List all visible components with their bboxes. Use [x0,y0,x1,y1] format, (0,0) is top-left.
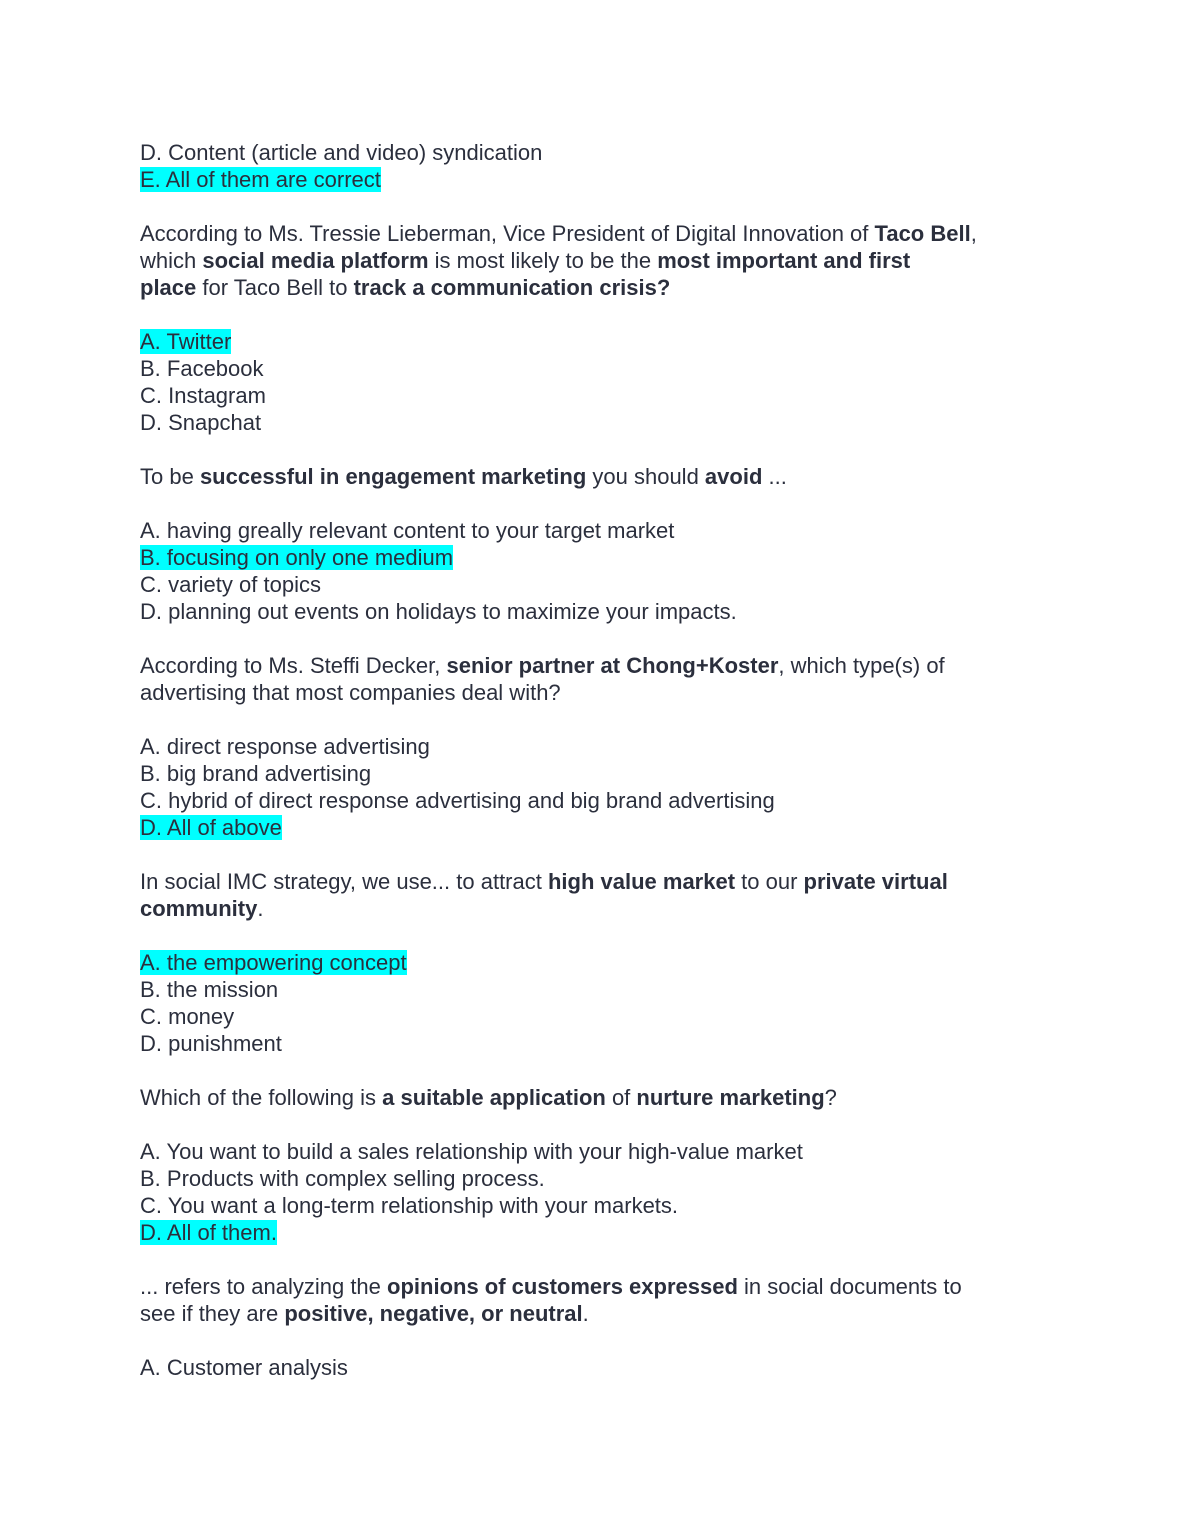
question-text [140,868,1040,922]
answer-option [140,1165,1040,1192]
answer-option-label: B. Products with complex selling process. [140,1166,545,1191]
answer-option [140,571,1040,598]
answer-option-highlighted [140,328,1040,355]
paragraph-gap [140,625,1040,652]
text-segment: To be [140,464,200,489]
answer-option [140,976,1040,1003]
text-segment: ? [824,1085,837,1110]
question-text [140,1084,1040,1111]
paragraph-gap [140,301,1040,328]
text-segment: of [605,1085,637,1110]
answer-option-label: C. hybrid of direct response advertising and big brand advertising [140,788,775,813]
answer-option-label: C. money [140,1004,235,1029]
answer-option-label: A. having greally relevant content to your target market [140,518,675,543]
question-line [140,247,1040,274]
answer-option-label: B. focusing on only one medium [140,545,454,570]
answer-options [140,517,1040,625]
answer-option-highlighted [140,166,1040,193]
question-line [140,895,1040,922]
answer-options [140,139,1040,193]
answer-option-label: A. Twitter [140,329,232,354]
answer-option [140,1003,1040,1030]
bold-phrase: track a communication crisis? [353,275,671,300]
answer-option-label: B. the mission [140,977,279,1002]
answer-options [140,733,1040,841]
answer-option-label: C. Instagram [140,383,266,408]
answer-option-highlighted [140,814,1040,841]
bold-phrase: a suitable application [382,1085,606,1110]
bold-phrase: successful in engagement marketing [199,464,587,489]
paragraph-gap [140,1057,1040,1084]
bold-phrase: community [140,896,258,921]
answer-option-label: A. Customer analysis [140,1355,348,1380]
bold-phrase: high value market [547,869,736,894]
text-segment: , which type(s) of [778,653,945,678]
text-segment: According to Ms. Tressie Lieberman, Vice President of Digital Innovation of [140,221,875,246]
paragraph-gap [140,193,1040,220]
text-segment: which [140,248,203,273]
answer-option [140,355,1040,382]
text-segment: . [582,1301,589,1326]
question-line [140,220,1040,247]
answer-options [140,1138,1040,1246]
answer-options [140,949,1040,1057]
answer-option [140,382,1040,409]
question-text [140,652,1040,706]
text-segment: ... [762,464,787,489]
answer-option [140,760,1040,787]
text-segment: for Taco Bell to [196,275,354,300]
answer-option-label: A. direct response advertising [140,734,430,759]
text-segment: Which of the following is [140,1085,383,1110]
answer-option [140,1192,1040,1219]
text-segment: ... refers to analyzing the [140,1274,388,1299]
question-text [140,1273,1040,1327]
question-line [140,1084,1040,1111]
bold-phrase: most important and first [657,248,911,273]
answer-option-label: A. You want to build a sales relationship with your high-value market [140,1139,803,1164]
question-text [140,220,1040,301]
answer-option-label: B. big brand advertising [140,761,372,786]
answer-option [140,1030,1040,1057]
answer-option [140,139,1040,166]
question-text [140,463,1040,490]
paragraph-gap [140,706,1040,733]
paragraph-gap [140,841,1040,868]
paragraph-gap [140,922,1040,949]
answer-option-label: B. Facebook [140,356,264,381]
answer-option [140,409,1040,436]
paragraph-gap [140,1111,1040,1138]
bold-phrase: social media platform [202,248,429,273]
answer-option-label: D. Snapchat [140,410,262,435]
answer-options [140,1354,1040,1381]
text-segment: see if they are [140,1301,285,1326]
answer-option-label: D. All of above [140,815,282,840]
paragraph-gap [140,1327,1040,1354]
question-line [140,463,1040,490]
answer-option-label: D. planning out events on holidays to maximize your impacts. [140,599,737,624]
text-segment: In social IMC strategy, we use... to attract [140,869,548,894]
bold-phrase: Taco Bell [874,221,971,246]
answer-option-label: C. variety of topics [140,572,321,597]
answer-option [140,787,1040,814]
bold-phrase: place [140,275,197,300]
bold-phrase: senior partner at Chong+Koster [446,653,779,678]
answer-option [140,517,1040,544]
text-segment: to our [735,869,804,894]
text-segment: . [257,896,264,921]
paragraph-gap [140,490,1040,517]
answer-option-highlighted [140,949,1040,976]
answer-option-label: D. Content (article and video) syndication [140,140,543,165]
answer-option [140,598,1040,625]
answer-option-label: D. punishment [140,1031,282,1056]
answer-options [140,328,1040,436]
bold-phrase: nurture marketing [636,1085,825,1110]
bold-phrase: opinions of customers expressed [387,1274,738,1299]
text-segment: is most likely to be the [428,248,658,273]
text-segment: According to Ms. Steffi Decker, [140,653,447,678]
bold-phrase: private virtual [803,869,948,894]
answer-option-highlighted [140,1219,1040,1246]
answer-option-label: D. All of them. [140,1220,277,1245]
question-line [140,1300,1040,1327]
answer-option-label: A. the empowering concept [140,950,407,975]
answer-option [140,1138,1040,1165]
text-segment: you should [586,464,705,489]
paragraph-gap [140,436,1040,463]
text-segment: , [970,221,977,246]
bold-phrase: avoid [704,464,763,489]
answer-option [140,1354,1040,1381]
bold-phrase: positive, negative, or neutral [284,1301,583,1326]
question-line [140,679,1040,706]
answer-option-label: C. You want a long-term relationship with your markets. [140,1193,679,1218]
paragraph-gap [140,1246,1040,1273]
question-line [140,868,1040,895]
text-segment: in social documents to [737,1274,962,1299]
answer-option [140,733,1040,760]
text-segment: advertising that most companies deal with? [140,680,561,705]
question-line [140,1273,1040,1300]
answer-option-highlighted [140,544,1040,571]
question-line [140,274,1040,301]
question-line [140,652,1040,679]
document-page [140,139,1040,1381]
answer-option-label: E. All of them are correct [140,167,381,192]
